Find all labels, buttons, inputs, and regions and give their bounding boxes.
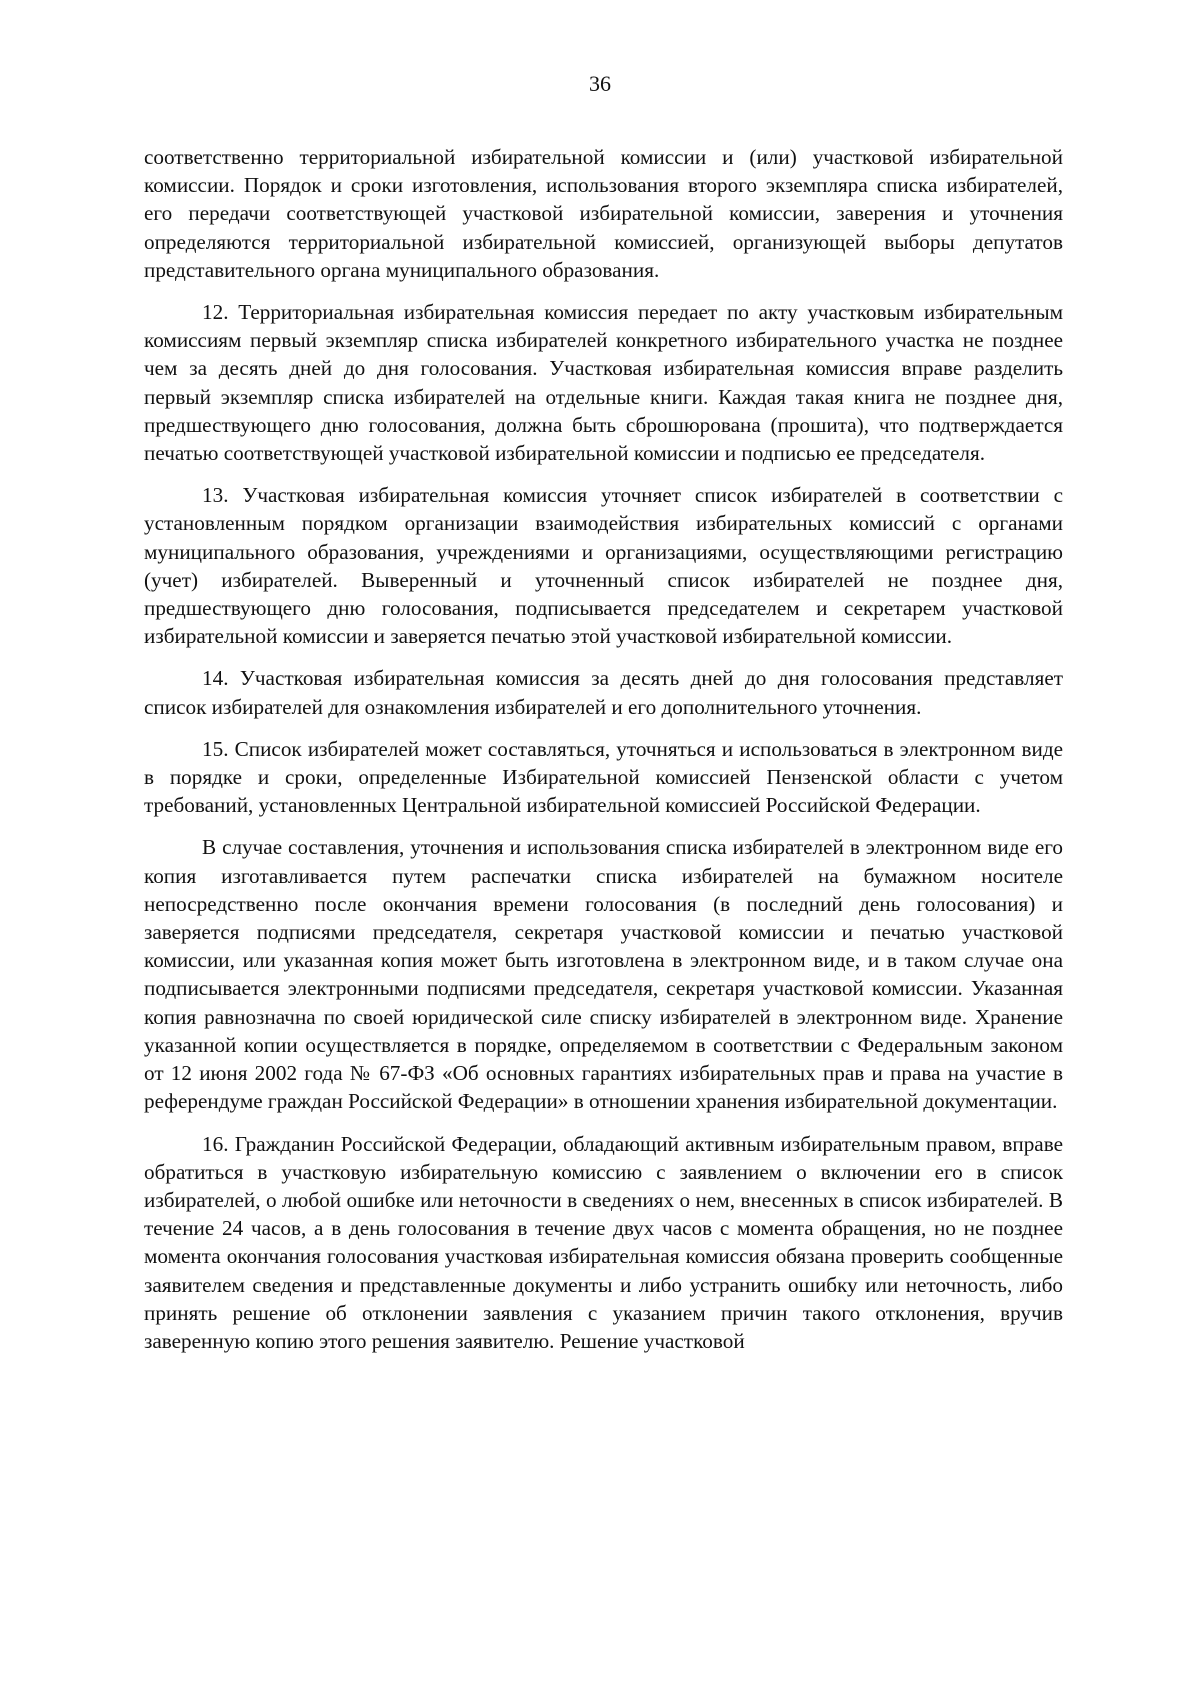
- page-number: 36: [589, 71, 611, 96]
- document-body: [144, 143, 1063, 1369]
- paragraph-item-15: 15. Список избирателей может составляться, уточняться и использоваться в электронном виде в порядке и сроки, определенные Избирательной комиссией Пензенской области с учетом требований, установленных Центральной избирательной комиссией Российской Федерации.: [144, 736, 1063, 818]
- paragraph-continuation: соответственно территориальной избирательной комиссии и (или) участковой избирательной комиссии. Порядок и сроки изготовления, использования второго экземпляра списка избирателей, его передачи соответствующей участковой избирательной комиссии, заверения и уточнения определяются территориальной избирательной комиссией, организующей выборы депутатов представительного органа муниципального образования.: [144, 145, 1063, 282]
- paragraph-item-12: 12. Территориальная избирательная комиссия передает по акту участковым избирательным комиссиям первый экземпляр списка избирателей конкретного избирательного участка не позднее чем за десять дней до дня голосования. Участковая избирательная комиссия вправе разделить первый экземпляр списка избирателей на отдельные книги. Каждая такая книга не позднее дня, предшествующего дню голосования, должна быть сброшюрована (прошита), что подтверждается печатью соответствующей участковой избирательной комиссии и подписью ее председателя.: [144, 300, 1063, 466]
- paragraph-item-13: 13. Участковая избирательная комиссия уточняет список избирателей в соответствии с установленным порядком организации взаимодействия избирательных комиссий с органами муниципального образования, учреждениями и организациями, осуществляющими регистрацию (учет) избирателей. Выверенный и уточненный список избирателей не позднее дня, предшествующего дню голосования, подписывается председателем и секретарем участковой избирательной комиссии и заверяется печатью этой участковой избирательной комиссии.: [144, 483, 1063, 649]
- paragraph-item-14: 14. Участковая избирательная комиссия за десять дней до дня голосования представляет список избирателей для ознакомления избирателей и его дополнительного уточнения.: [144, 666, 1063, 719]
- paragraph-electronic-copy: В случае составления, уточнения и использования списка избирателей в электронном виде его копия изготавливается путем распечатки списка избирателей на бумажном носителе непосредственно после окончания времени голосования (в последний день голосования) и заверяется подписями председателя, секретаря участковой комиссии и печатью участковой комиссии, или указанная копия может быть изготовлена в электронном виде, и в таком случае она подписывается электронными подписями председателя, секретаря участковой комиссии. Указанная копия равнозначна по своей юридической силе списку избирателей в электронном виде. Хранение указанной копии осуществляется в порядке, определяемом в соответствии с Федеральным законом от 12 июня 2002 года № 67-ФЗ «Об основных гарантиях избирательных прав и права на участие в референдуме граждан Российской Федерации» в отношении хранения избирательной документации.: [144, 835, 1063, 1114]
- paragraph-item-16: 16. Гражданин Российской Федерации, обладающий активным избирательным правом, вправе обратиться в участковую избирательную комиссию с заявлением о включении его в список избирателей, о любой ошибке или неточности в сведениях о нем, внесенных в список избирателей. В течение 24 часов, а в день голосования в течение двух часов с момента обращения, но не позднее момента окончания голосования участковая избирательная комиссия обязана проверить сообщенные заявителем сведения и представленные документы и либо устранить ошибку или неточность, либо принять решение об отклонении заявления с указанием причин такого отклонения, вручив заверенную копию этого решения заявителю. Решение участковой: [144, 1131, 1063, 1353]
